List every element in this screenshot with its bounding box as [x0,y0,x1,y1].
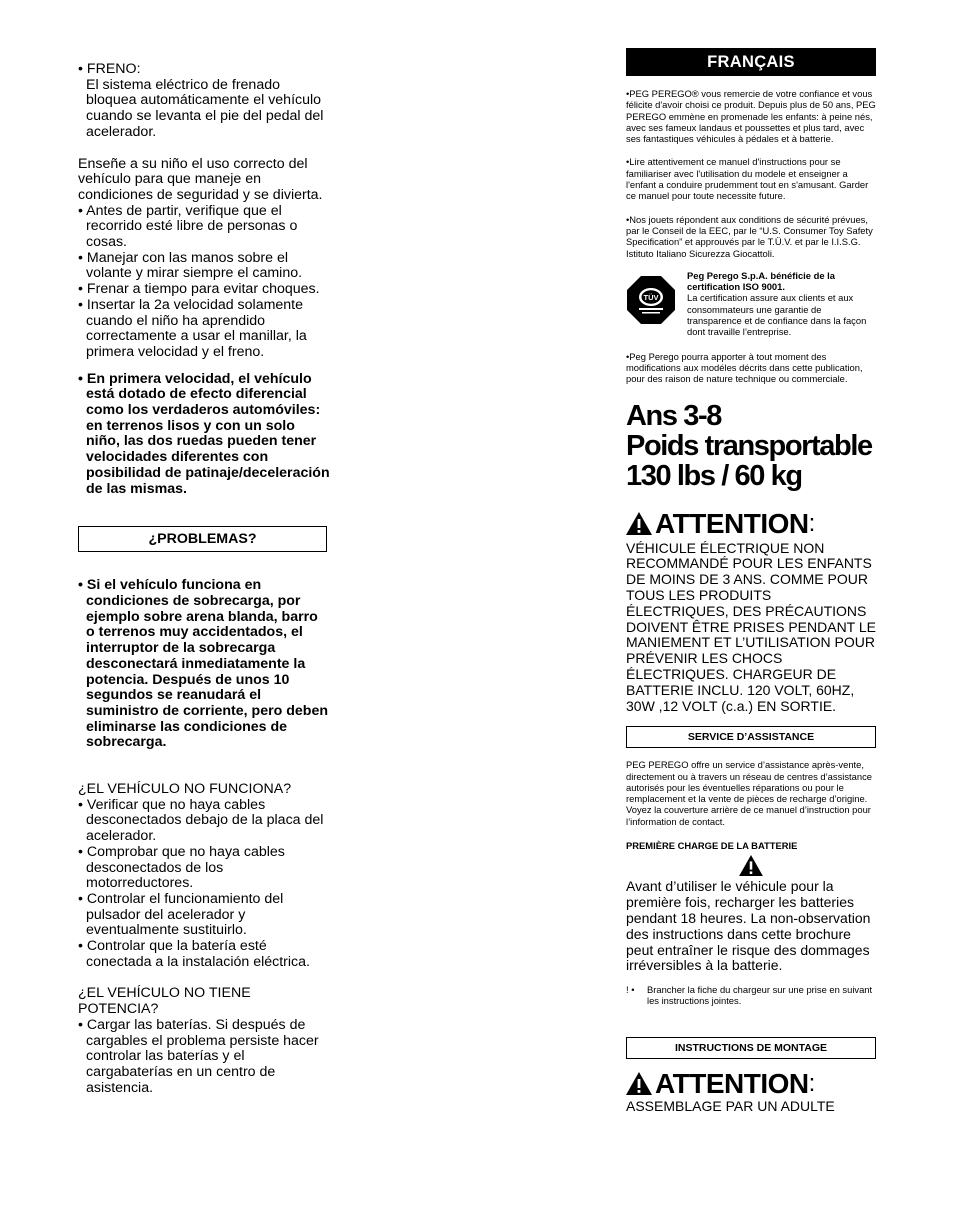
service-text: PEG PEREGO offre un service d’assistance après-vente, directement ou à travers un réseau de centres d’assistance autorisés pour les éventuelles réparations ou pour le remplacement et la vente de pièces de recharge d’origine. Voyez la couverture arrière de ce manuel d’instruction pour l’information de contact. [626,759,872,827]
attention-colon: : [808,509,815,537]
attention-colon: : [808,1069,815,1097]
charge-note-text: Brancher la fiche du chargeur sur une prise en suivant les instructions jointes. [647,984,873,1007]
freno-title: • FRENO: [78,62,330,78]
list-item: • Verificar que no haya cables desconectados debajo de la placa del acelerador. [78,798,330,845]
list-item: • Controlar el funcionamiento del pulsador del acelerador y eventualmente sustituirlo. [78,892,330,939]
warning-triangle-icon [626,1072,652,1095]
french-column [626,48,876,1115]
charge-text: Avant d’utiliser le véhicule pour la première fois, recharger les batteries pendant 18 heures. La non-observation des instructions dans cette brochure peut entraîner le risque des dommages irréversibles à la batterie. [626,878,871,974]
charge-note [626,984,876,1007]
overload-note: • Si el vehículo funciona en condiciones de sobrecarga, por ejemplo sobre arena blanda, barro o terrenos muy accidentados, el interruptor de la sobrecarga desconectará inmediatamente la potencia. Después de unos 10 segundos se reanudará el suministro de corriente, pero deben eliminarse las condiciones de sobrecarga. [78,578,330,751]
warning-triangle-icon [739,855,763,876]
freno-text: El sistema eléctrico de frenado bloquea automáticamente el vehículo cuando se levanta el pie del pedal del acelerador. [86,76,324,140]
age-weight-block [626,401,876,491]
service-header: SERVICE D’ASSISTANCE [626,726,876,748]
list-item: • Controlar que la batería esté conectada a la instalación eléctrica. [78,939,330,970]
tuv-logo-text: TÜV [643,292,659,302]
attention-text: VÉHICULE ÉLECTRIQUE NON RECOMMANDÉ POUR LES ENFANTS DE MOINS DE 3 ANS. COMME POUR TOUS LES PRODUITS ÉLECTRIQUES, DES PRÉCAUTIONS DOIVENT ÊTRE PRISES PENDANT LE MANIEMENT ET L’UTILISATION POUR PRÉVENIR LES CHOCS ÉLECTRIQUES. CHARGEUR DE BATTERIE INCLU. 120 VOLT, 60HZ, 30W ,12 VOLT (c.a.) EN SORTIE. [626,539,876,714]
iso-text: La certification assure aux clients et aux consommateurs une garantie de transparence et de confiance dans la façon dont travaille l’entreprise. [687,292,867,338]
list-item: • Manejar con las manos sobre el volante y mirar siempre el camino. [78,251,330,282]
language-header: FRANÇAIS [626,48,876,76]
list-item: • Frenar a tiempo para evitar choques. [78,282,330,298]
spanish-column [78,62,330,1096]
teach-intro: Enseñe a su niño el uso correcto del vehículo para que maneje en condiciones de seguridad y se divierta. [78,155,323,203]
intro-paragraph: •Nos jouets répondent aux conditions de sécurité prévues, par le Conseil de la EEC, par le “U.S. Consumer Toy Safety Specification” et approuvés par le T.Ü.V. et par le I.I.S.G. Istituto Italiano Sicurezza Giocattoli. [626,213,873,259]
iso-text-block [687,270,876,338]
list-item: • Comprobar que no haya cables desconectados de los motorreductores. [78,845,330,892]
age-line: Ans 3-8 [626,399,721,432]
charge-title: PREMIÈRE CHARGE DE LA BATTERIE [626,840,798,852]
problems-header: ¿PROBLEMAS? [78,526,327,552]
tuv-logo [626,275,678,330]
intro-paragraph: •Lire attentivement ce manuel d'instructions pour se familiariser avec l'utilisation du modele et enseigner a l'enfant a conduire prudemment tout en s'amusant. Garder ce manuel pour toute necessite future. [626,156,869,202]
no-potencia-title: ¿EL VEHÍCULO NO TIENE POTENCIA? [78,985,251,1018]
list-item: • Insertar la 2a velocidad solamente cuando el niño ha aprendido correctamente a usar el manillar, la primera velocidad y el freno. [78,298,330,361]
montage-header: INSTRUCTIONS DE MONTAGE [626,1037,876,1059]
iso-certification [626,270,876,338]
iso-title: Peg Perego S.p.A. bénéficie de la certification ISO 9001. [687,269,835,293]
intro-paragraph: •PEG PEREGO® vous remercie de votre confiance et vous félicite d'avoir choisi ce produit. Depuis plus de 50 ans, PEG PEREGO emmène en promenade les enfants: à peine nés, avec ses fameux landaus et poussettes et plus tard, avec ses fantastiques véhicules à pédales et à batterie. [626,88,876,145]
warning-triangle-icon [626,512,652,535]
intro-paragraph: •Peg Perego pourra apporter à tout moment des modifications aux modéles décrits dans cette publication, pour des raison de nature technique ou commerciale. [626,350,863,385]
list-item: • Cargar las baterías. Si después de cargables el problema persiste hacer controlar las baterías y el cargabaterías en un centro de asistencia. [78,1018,330,1097]
charge-warning [626,855,876,877]
attention-label: ATTENTION [655,507,809,539]
weight-line: Poids transportable [626,429,872,462]
attention-label: ATTENTION [655,1067,809,1099]
attention-heading [626,509,876,539]
differential-note: • En primera velocidad, el vehículo está dotado de efecto diferencial como los verdaderos automóviles: en terrenos lisos y con un solo niño, las dos ruedas pueden tener velocidades diferentes con posibilidad de patinaje/deceleración de las mismas. [78,372,330,498]
list-item: • Antes de partir, verifique que el recorrido esté libre de personas o cosas. [78,204,330,251]
charge-note-mark: ! • [626,984,635,996]
assembly-text: ASSEMBLAGE PAR UN ADULTE [626,1097,835,1114]
attention-heading [626,1069,876,1099]
tuv-octagon-icon [626,275,676,325]
weight-line: 130 lbs / 60 kg [626,459,802,492]
no-funciona-title: ¿EL VEHÍCULO NO FUNCIONA? [78,781,292,798]
